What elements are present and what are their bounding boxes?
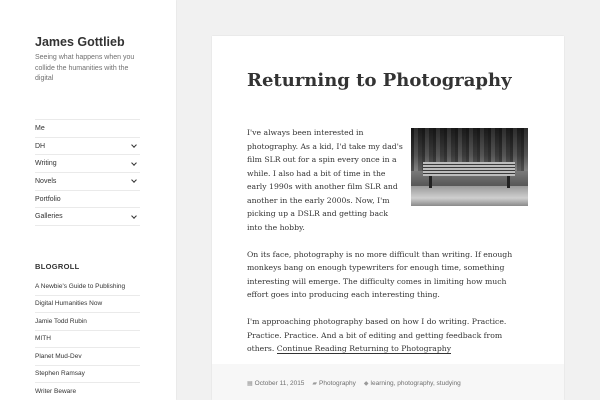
main-menu [35, 119, 140, 226]
post-paragraph-text: I'm approaching photography based on how I do writing. Practice. Practice. Practice. And a bit of editing and getting feedback from others. [247, 317, 507, 353]
menu-item-galleries[interactable] [35, 208, 140, 226]
blogroll-list [35, 278, 140, 400]
menu-item-label: Portfolio [35, 195, 61, 203]
menu-item-portfolio[interactable] [35, 191, 140, 209]
post-tags[interactable]: learning, photography, studying [370, 380, 461, 387]
blogroll-link[interactable]: Planet Mud-Dev [35, 348, 140, 366]
post-title[interactable]: Returning to Photography [247, 70, 512, 91]
site-title[interactable]: James Gottlieb [35, 35, 125, 49]
chevron-down-icon[interactable] [131, 142, 137, 148]
post-content [247, 126, 528, 369]
folder-icon: ▰ [312, 381, 318, 387]
menu-item-label: Writing [35, 160, 57, 168]
menu-item-dh[interactable] [35, 138, 140, 156]
sidebar [0, 0, 176, 400]
post-footer [212, 364, 564, 400]
blogroll-link[interactable]: Digital Humanities Now [35, 296, 140, 314]
post-paragraph [247, 315, 528, 356]
blogroll-link[interactable]: Jamie Todd Rubin [35, 313, 140, 331]
photo-bench-leg [429, 176, 432, 188]
menu-item-label: Novels [35, 177, 57, 185]
chevron-down-icon[interactable] [131, 178, 137, 184]
photo-bench [423, 162, 515, 176]
blogroll-link[interactable]: Stephen Ramsay [35, 366, 140, 384]
blogroll-link[interactable]: A Newbie's Guide to Publishing [35, 278, 140, 296]
post-meta [247, 380, 461, 387]
menu-item-novels[interactable] [35, 173, 140, 191]
photo-bench-leg [507, 176, 510, 188]
menu-item-label: Me [35, 124, 45, 132]
post-card [212, 36, 564, 400]
menu-item-label: DH [35, 142, 46, 150]
post-paragraph: I've always been interested in photography. As a kid, I'd take my dad's film SLR out for a spin every once in a while. I also had a bit of time in the early 1990s with another film SLR and another in the early 2000s. Now, I'm picking up a DSLR and getting back into the hobby. [247, 128, 403, 232]
site-description: Seeing what happens when you collide the humanities with the digital [35, 54, 135, 82]
post-date[interactable]: October 11, 2015 [254, 380, 305, 387]
continue-reading-link[interactable]: Continue Reading Returning to Photography [276, 344, 452, 353]
post-category[interactable]: Photography [319, 380, 356, 387]
tag-icon: ◆ [363, 381, 369, 387]
bench-photo[interactable] [411, 128, 528, 206]
photo-ground [411, 186, 528, 206]
blogroll-link[interactable]: MITH [35, 331, 140, 349]
chevron-down-icon[interactable] [131, 213, 137, 219]
menu-item-writing[interactable] [35, 155, 140, 173]
post-paragraph: On its face, photography is no more difficult than writing. If enough monkeys bang on enough typewriters for enough time, something interesting will emerge. The difficulty comes in limiting how much effort goes into producing each interesting thing. [247, 249, 513, 299]
blogroll-title: BLOGROLL [35, 262, 80, 271]
calendar-icon: ▦ [247, 381, 253, 387]
blogroll-link[interactable]: Writer Beware [35, 383, 140, 400]
chevron-down-icon[interactable] [131, 160, 137, 166]
menu-item-label: Galleries [35, 213, 63, 221]
menu-item-me[interactable] [35, 120, 140, 138]
